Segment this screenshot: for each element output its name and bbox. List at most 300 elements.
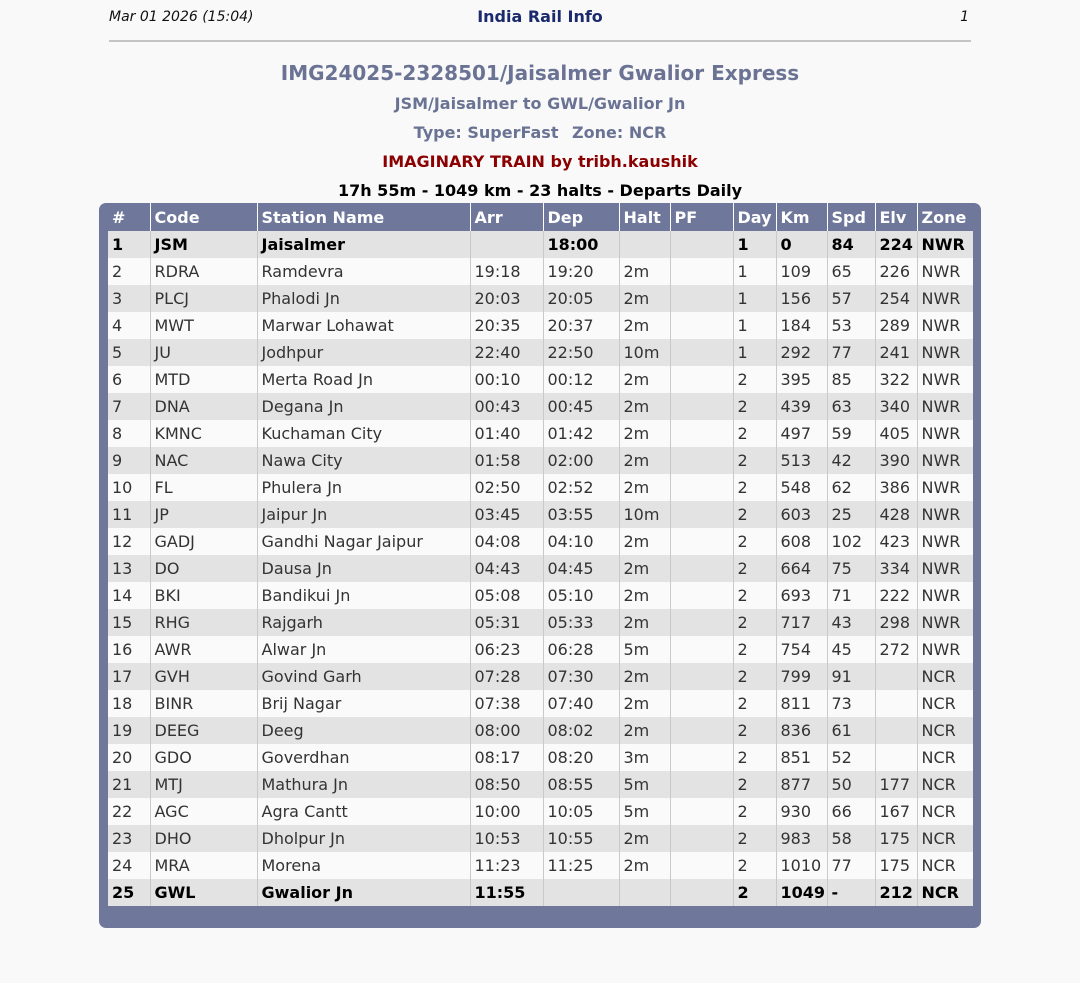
table-row	[108, 879, 973, 906]
schedule-table	[108, 203, 973, 906]
table-header-row	[108, 203, 973, 231]
cell-dep: 19:20	[543, 258, 619, 285]
table-row	[108, 501, 973, 528]
cell-elv: 289	[875, 312, 917, 339]
cell-station-name: Goverdhan	[257, 744, 470, 771]
cell-station-name: Agra Cantt	[257, 798, 470, 825]
cell-halt: 2m	[619, 393, 670, 420]
cell-station-name: Rajgarh	[257, 609, 470, 636]
cell-elv	[875, 717, 917, 744]
cell-num: 9	[108, 447, 150, 474]
cell-halt	[619, 231, 670, 258]
table-row	[108, 663, 973, 690]
cell-station-name: Phalodi Jn	[257, 285, 470, 312]
cell-halt: 2m	[619, 420, 670, 447]
cell-km: 717	[776, 609, 827, 636]
cell-dep: 10:55	[543, 825, 619, 852]
train-type: Type: SuperFast	[413, 123, 559, 142]
cell-halt: 3m	[619, 744, 670, 771]
cell-spd: 77	[827, 852, 875, 879]
cell-pf	[670, 663, 733, 690]
cell-zone: NWR	[917, 474, 973, 501]
cell-day: 2	[733, 690, 776, 717]
cell-elv: 167	[875, 798, 917, 825]
cell-zone: NWR	[917, 609, 973, 636]
cell-station-name: Dholpur Jn	[257, 825, 470, 852]
cell-elv: 175	[875, 852, 917, 879]
table-row	[108, 393, 973, 420]
cell-station-name: Merta Road Jn	[257, 366, 470, 393]
table-row	[108, 825, 973, 852]
cell-day: 2	[733, 852, 776, 879]
cell-halt: 2m	[619, 717, 670, 744]
cell-arr: 20:35	[470, 312, 543, 339]
cell-station-name: Alwar Jn	[257, 636, 470, 663]
cell-pf	[670, 447, 733, 474]
cell-pf	[670, 717, 733, 744]
train-zone: Zone: NCR	[572, 123, 667, 142]
cell-zone: NWR	[917, 528, 973, 555]
cell-spd: 91	[827, 663, 875, 690]
column-header-elv: Elv	[875, 203, 917, 231]
cell-dep: 01:42	[543, 420, 619, 447]
cell-num: 17	[108, 663, 150, 690]
cell-elv: 175	[875, 825, 917, 852]
table-row	[108, 339, 973, 366]
cell-km: 548	[776, 474, 827, 501]
cell-pf	[670, 420, 733, 447]
cell-pf	[670, 852, 733, 879]
table-row	[108, 744, 973, 771]
cell-dep: 04:10	[543, 528, 619, 555]
cell-day: 2	[733, 744, 776, 771]
cell-code: MTJ	[150, 771, 257, 798]
cell-code: MRA	[150, 852, 257, 879]
cell-halt: 2m	[619, 366, 670, 393]
cell-zone: NCR	[917, 879, 973, 906]
cell-pf	[670, 474, 733, 501]
table-row	[108, 717, 973, 744]
cell-zone: NCR	[917, 717, 973, 744]
cell-pf	[670, 555, 733, 582]
cell-num: 22	[108, 798, 150, 825]
cell-station-name: Marwar Lohawat	[257, 312, 470, 339]
cell-halt: 2m	[619, 582, 670, 609]
cell-day: 2	[733, 555, 776, 582]
cell-spd: 102	[827, 528, 875, 555]
cell-station-name: Gandhi Nagar Jaipur	[257, 528, 470, 555]
cell-elv: 340	[875, 393, 917, 420]
cell-km: 608	[776, 528, 827, 555]
cell-arr: 05:08	[470, 582, 543, 609]
cell-zone: NCR	[917, 798, 973, 825]
cell-pf	[670, 501, 733, 528]
train-route: JSM/Jaisalmer to GWL/Gwalior Jn	[394, 94, 686, 113]
cell-arr: 06:23	[470, 636, 543, 663]
cell-spd: 45	[827, 636, 875, 663]
cell-halt: 2m	[619, 555, 670, 582]
cell-pf	[670, 879, 733, 906]
cell-elv: 298	[875, 609, 917, 636]
cell-zone: NWR	[917, 258, 973, 285]
cell-dep	[543, 879, 619, 906]
cell-arr: 02:50	[470, 474, 543, 501]
cell-halt	[619, 879, 670, 906]
cell-num: 25	[108, 879, 150, 906]
cell-station-name: Mathura Jn	[257, 771, 470, 798]
cell-dep: 03:55	[543, 501, 619, 528]
cell-num: 19	[108, 717, 150, 744]
cell-zone: NWR	[917, 339, 973, 366]
table-body	[108, 231, 973, 906]
cell-halt: 2m	[619, 825, 670, 852]
cell-pf	[670, 690, 733, 717]
cell-station-name: Bandikui Jn	[257, 582, 470, 609]
table-row	[108, 285, 973, 312]
table-row	[108, 609, 973, 636]
cell-zone: NWR	[917, 447, 973, 474]
cell-halt: 2m	[619, 528, 670, 555]
page-header	[109, 0, 971, 42]
cell-km: 439	[776, 393, 827, 420]
cell-code: DHO	[150, 825, 257, 852]
cell-station-name: Degana Jn	[257, 393, 470, 420]
cell-elv: 226	[875, 258, 917, 285]
cell-spd: 59	[827, 420, 875, 447]
cell-num: 13	[108, 555, 150, 582]
cell-num: 1	[108, 231, 150, 258]
cell-code: DEEG	[150, 717, 257, 744]
table-row	[108, 798, 973, 825]
cell-pf	[670, 798, 733, 825]
cell-day: 2	[733, 879, 776, 906]
cell-day: 2	[733, 474, 776, 501]
site-name: India Rail Info	[477, 7, 603, 26]
cell-zone: NCR	[917, 663, 973, 690]
cell-elv: 322	[875, 366, 917, 393]
cell-spd: 73	[827, 690, 875, 717]
table-row	[108, 474, 973, 501]
cell-code: AWR	[150, 636, 257, 663]
cell-dep: 11:25	[543, 852, 619, 879]
cell-dep: 00:12	[543, 366, 619, 393]
cell-code: GADJ	[150, 528, 257, 555]
cell-dep: 02:52	[543, 474, 619, 501]
cell-arr: 08:17	[470, 744, 543, 771]
cell-km: 497	[776, 420, 827, 447]
cell-code: JSM	[150, 231, 257, 258]
cell-dep: 02:00	[543, 447, 619, 474]
cell-arr: 08:00	[470, 717, 543, 744]
cell-zone: NCR	[917, 744, 973, 771]
cell-spd: 66	[827, 798, 875, 825]
table-row	[108, 366, 973, 393]
table-row	[108, 582, 973, 609]
cell-code: JP	[150, 501, 257, 528]
cell-pf	[670, 825, 733, 852]
cell-dep: 00:45	[543, 393, 619, 420]
cell-day: 2	[733, 393, 776, 420]
cell-dep: 20:05	[543, 285, 619, 312]
cell-halt: 5m	[619, 636, 670, 663]
cell-km: 1010	[776, 852, 827, 879]
table-row	[108, 258, 973, 285]
cell-km: 836	[776, 717, 827, 744]
cell-spd: 71	[827, 582, 875, 609]
cell-arr: 04:08	[470, 528, 543, 555]
cell-arr: 20:03	[470, 285, 543, 312]
cell-dep: 04:45	[543, 555, 619, 582]
cell-day: 2	[733, 663, 776, 690]
cell-pf	[670, 771, 733, 798]
cell-code: PLCJ	[150, 285, 257, 312]
cell-station-name: Jaipur Jn	[257, 501, 470, 528]
cell-day: 2	[733, 528, 776, 555]
cell-arr	[470, 231, 543, 258]
cell-elv: 428	[875, 501, 917, 528]
cell-code: KMNC	[150, 420, 257, 447]
cell-dep: 08:20	[543, 744, 619, 771]
cell-day: 2	[733, 420, 776, 447]
table-row	[108, 528, 973, 555]
cell-num: 23	[108, 825, 150, 852]
table-row	[108, 852, 973, 879]
cell-arr: 04:43	[470, 555, 543, 582]
cell-station-name: Ramdevra	[257, 258, 470, 285]
cell-zone: NWR	[917, 285, 973, 312]
column-header-halt: Halt	[619, 203, 670, 231]
cell-km: 877	[776, 771, 827, 798]
cell-elv: 241	[875, 339, 917, 366]
cell-dep: 07:40	[543, 690, 619, 717]
cell-dep: 10:05	[543, 798, 619, 825]
cell-spd: 84	[827, 231, 875, 258]
cell-halt: 10m	[619, 339, 670, 366]
cell-dep: 05:10	[543, 582, 619, 609]
column-header-zone: Zone	[917, 203, 973, 231]
cell-day: 2	[733, 825, 776, 852]
cell-arr: 05:31	[470, 609, 543, 636]
cell-num: 4	[108, 312, 150, 339]
cell-elv: 390	[875, 447, 917, 474]
cell-code: FL	[150, 474, 257, 501]
cell-zone: NWR	[917, 636, 973, 663]
cell-arr: 07:28	[470, 663, 543, 690]
cell-num: 11	[108, 501, 150, 528]
cell-dep: 20:37	[543, 312, 619, 339]
table-row	[108, 312, 973, 339]
cell-pf	[670, 366, 733, 393]
cell-halt: 2m	[619, 447, 670, 474]
cell-halt: 2m	[619, 663, 670, 690]
cell-zone: NWR	[917, 501, 973, 528]
cell-code: MWT	[150, 312, 257, 339]
column-header-station-name: Station Name	[257, 203, 470, 231]
cell-km: 930	[776, 798, 827, 825]
cell-day: 1	[733, 339, 776, 366]
cell-spd: 52	[827, 744, 875, 771]
cell-station-name: Jodhpur	[257, 339, 470, 366]
cell-elv: 177	[875, 771, 917, 798]
cell-halt: 5m	[619, 798, 670, 825]
cell-zone: NWR	[917, 420, 973, 447]
cell-day: 2	[733, 582, 776, 609]
cell-pf	[670, 528, 733, 555]
cell-station-name: Phulera Jn	[257, 474, 470, 501]
cell-km: 603	[776, 501, 827, 528]
cell-elv	[875, 690, 917, 717]
cell-zone: NCR	[917, 771, 973, 798]
cell-spd: 65	[827, 258, 875, 285]
cell-dep: 22:50	[543, 339, 619, 366]
cell-km: 754	[776, 636, 827, 663]
cell-halt: 2m	[619, 609, 670, 636]
cell-halt: 2m	[619, 312, 670, 339]
cell-pf	[670, 258, 733, 285]
cell-elv: 224	[875, 231, 917, 258]
cell-dep: 06:28	[543, 636, 619, 663]
cell-spd: 77	[827, 339, 875, 366]
cell-zone: NCR	[917, 852, 973, 879]
cell-elv: 222	[875, 582, 917, 609]
cell-km: 109	[776, 258, 827, 285]
cell-zone: NCR	[917, 690, 973, 717]
cell-station-name: Kuchaman City	[257, 420, 470, 447]
cell-km: 799	[776, 663, 827, 690]
cell-km: 184	[776, 312, 827, 339]
cell-code: BKI	[150, 582, 257, 609]
cell-elv: 423	[875, 528, 917, 555]
cell-arr: 03:45	[470, 501, 543, 528]
column-header-pf: PF	[670, 203, 733, 231]
cell-arr: 08:50	[470, 771, 543, 798]
table-row	[108, 420, 973, 447]
cell-day: 1	[733, 231, 776, 258]
cell-code: DNA	[150, 393, 257, 420]
cell-code: GDO	[150, 744, 257, 771]
cell-day: 2	[733, 609, 776, 636]
cell-arr: 10:53	[470, 825, 543, 852]
cell-code: DO	[150, 555, 257, 582]
column-header-day: Day	[733, 203, 776, 231]
cell-arr: 00:43	[470, 393, 543, 420]
cell-code: MTD	[150, 366, 257, 393]
cell-spd: 61	[827, 717, 875, 744]
table-row	[108, 231, 973, 258]
cell-day: 2	[733, 636, 776, 663]
cell-num: 21	[108, 771, 150, 798]
table-row	[108, 771, 973, 798]
page-number: 1	[960, 9, 969, 25]
cell-station-name: Dausa Jn	[257, 555, 470, 582]
table-row	[108, 636, 973, 663]
cell-station-name: Gwalior Jn	[257, 879, 470, 906]
cell-station-name: Nawa City	[257, 447, 470, 474]
train-type-zone	[0, 123, 1080, 142]
cell-elv: 272	[875, 636, 917, 663]
cell-zone: NWR	[917, 582, 973, 609]
column-header-dep: Dep	[543, 203, 619, 231]
cell-km: 292	[776, 339, 827, 366]
cell-zone: NCR	[917, 825, 973, 852]
cell-num: 10	[108, 474, 150, 501]
cell-elv	[875, 744, 917, 771]
cell-zone: NWR	[917, 231, 973, 258]
cell-km: 811	[776, 690, 827, 717]
cell-arr: 07:38	[470, 690, 543, 717]
cell-num: 16	[108, 636, 150, 663]
cell-station-name: Govind Garh	[257, 663, 470, 690]
cell-halt: 5m	[619, 771, 670, 798]
cell-spd: 58	[827, 825, 875, 852]
cell-spd: 62	[827, 474, 875, 501]
cell-num: 18	[108, 690, 150, 717]
cell-dep: 05:33	[543, 609, 619, 636]
cell-km: 156	[776, 285, 827, 312]
cell-arr: 11:55	[470, 879, 543, 906]
cell-elv	[875, 663, 917, 690]
cell-day: 1	[733, 285, 776, 312]
cell-pf	[670, 636, 733, 663]
cell-num: 12	[108, 528, 150, 555]
column-header-num: #	[108, 203, 150, 231]
cell-dep: 18:00	[543, 231, 619, 258]
cell-num: 24	[108, 852, 150, 879]
imaginary-note: IMAGINARY TRAIN by tribh.kaushik	[382, 152, 698, 171]
cell-num: 6	[108, 366, 150, 393]
cell-spd: -	[827, 879, 875, 906]
table-row	[108, 555, 973, 582]
cell-day: 2	[733, 366, 776, 393]
cell-km: 395	[776, 366, 827, 393]
cell-halt: 2m	[619, 690, 670, 717]
cell-code: RHG	[150, 609, 257, 636]
cell-num: 2	[108, 258, 150, 285]
cell-num: 20	[108, 744, 150, 771]
train-title: IMG24025-2328501/Jaisalmer Gwalior Express	[280, 61, 800, 85]
cell-pf	[670, 285, 733, 312]
cell-spd: 75	[827, 555, 875, 582]
cell-pf	[670, 582, 733, 609]
cell-elv: 405	[875, 420, 917, 447]
cell-zone: NWR	[917, 393, 973, 420]
cell-arr: 19:18	[470, 258, 543, 285]
cell-arr: 10:00	[470, 798, 543, 825]
cell-km: 0	[776, 231, 827, 258]
cell-km: 983	[776, 825, 827, 852]
cell-elv: 386	[875, 474, 917, 501]
cell-day: 2	[733, 717, 776, 744]
cell-halt: 2m	[619, 852, 670, 879]
cell-zone: NWR	[917, 312, 973, 339]
cell-day: 2	[733, 447, 776, 474]
cell-code: RDRA	[150, 258, 257, 285]
cell-halt: 2m	[619, 285, 670, 312]
column-header-arr: Arr	[470, 203, 543, 231]
cell-km: 693	[776, 582, 827, 609]
cell-spd: 42	[827, 447, 875, 474]
cell-station-name: Morena	[257, 852, 470, 879]
cell-pf	[670, 609, 733, 636]
cell-day: 2	[733, 501, 776, 528]
cell-spd: 50	[827, 771, 875, 798]
cell-spd: 25	[827, 501, 875, 528]
cell-zone: NWR	[917, 555, 973, 582]
cell-pf	[670, 231, 733, 258]
cell-num: 7	[108, 393, 150, 420]
cell-code: BINR	[150, 690, 257, 717]
cell-day: 1	[733, 258, 776, 285]
